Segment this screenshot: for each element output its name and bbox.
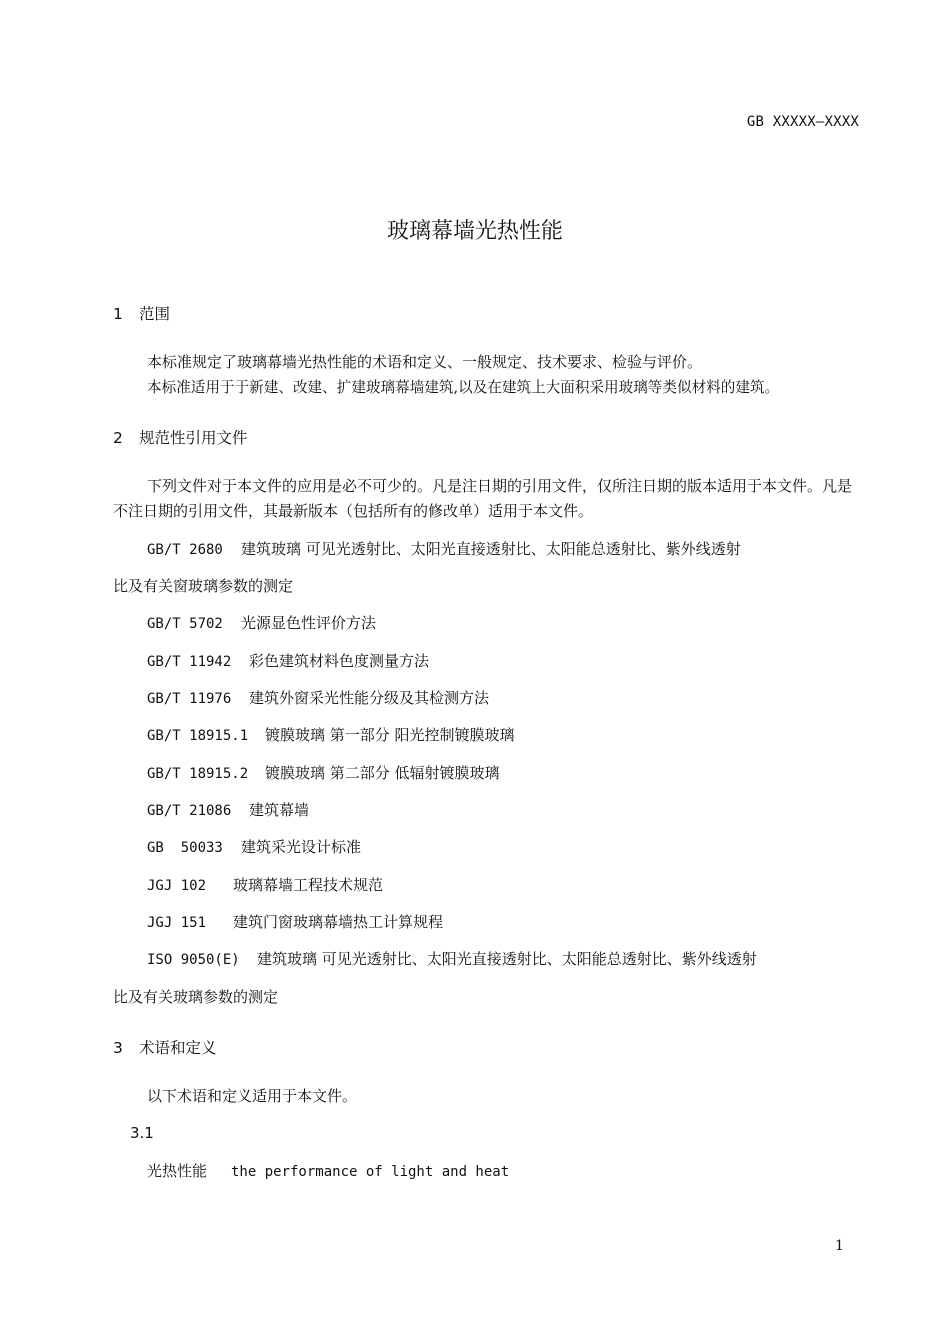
paragraph: 以下术语和定义适用于本文件。 [147, 1087, 358, 1105]
section-number: 3 [113, 1039, 123, 1057]
reference-item [147, 836, 361, 857]
term-chinese: 光热性能 [147, 1162, 208, 1180]
clause-number: 3.1 [130, 1124, 154, 1142]
reference-item [147, 650, 429, 671]
section-title: 规范性引用文件 [139, 429, 248, 447]
reference-code: JGJ 102 [147, 878, 207, 894]
term-english: the performance of light and heat [231, 1164, 510, 1180]
reference-title: 建筑外窗采光性能分级及其检测方法 [249, 689, 490, 707]
reference-title: 建筑玻璃 可见光透射比、太阳光直接透射比、太阳能总透射比、紫外线透射 [257, 950, 757, 968]
section-2-heading [113, 426, 248, 448]
paragraph: 本标准适用于于新建、改建、扩建玻璃幕墙建筑,以及在建筑上大面积采用玻璃等类似材料的建筑。 [147, 379, 780, 396]
reference-code: GB/T 18915.2 [147, 766, 249, 782]
reference-title: 建筑玻璃 可见光透射比、太阳光直接透射比、太阳能总透射比、紫外线透射 [241, 540, 741, 558]
reference-code: JGJ 151 [147, 915, 207, 931]
reference-code: GB/T 5702 [147, 616, 223, 632]
reference-item [147, 874, 383, 895]
reference-item [147, 948, 757, 969]
section-2-intro: 下列文件对于本文件的应用是必不可少的。凡是注日期的引用文件，仅所注日期的版本适用于本文件。凡是不注日期的引用文件，其最新版本（包括所有的修改单）适用于本文件。 [113, 477, 853, 520]
section-number: 1 [113, 305, 123, 323]
section-title: 范围 [139, 305, 171, 323]
paragraph: 本标准规定了玻璃幕墙光热性能的术语和定义、一般规定、技术要求、检验与评价。 [147, 353, 703, 371]
reference-title: 镀膜玻璃 第二部分 低辐射镀膜玻璃 [265, 764, 500, 782]
section-3-heading [113, 1036, 217, 1058]
reference-title: 玻璃幕墙工程技术规范 [233, 876, 384, 894]
reference-continuation: 比及有关窗玻璃参数的测定 [113, 577, 294, 595]
reference-title: 彩色建筑材料色度测量方法 [249, 652, 430, 670]
reference-code: GB/T 11976 [147, 691, 232, 707]
reference-item [147, 612, 376, 633]
section-title: 术语和定义 [139, 1039, 217, 1057]
term-entry [147, 1160, 509, 1181]
reference-title: 建筑幕墙 [249, 801, 310, 819]
reference-code: GB/T 11942 [147, 654, 232, 670]
reference-code: GB/T 2680 [147, 542, 223, 558]
document-title: 玻璃幕墙光热性能 [386, 219, 563, 244]
reference-item [147, 799, 309, 820]
reference-title: 镀膜玻璃 第一部分 阳光控制镀膜玻璃 [265, 726, 515, 744]
reference-item [147, 538, 741, 559]
reference-item [147, 687, 489, 708]
reference-item [147, 762, 500, 783]
reference-code: GB/T 21086 [147, 803, 232, 819]
standard-code: GB XXXXX—XXXX [746, 114, 859, 130]
reference-item [147, 911, 443, 932]
reference-code: GB 50033 [147, 840, 223, 856]
reference-item [147, 724, 515, 745]
reference-title: 光源显色性评价方法 [241, 614, 377, 632]
reference-code: GB/T 18915.1 [147, 728, 249, 744]
page-number: 1 [835, 1238, 844, 1254]
section-number: 2 [113, 429, 123, 447]
reference-code: ISO 9050(E) [147, 952, 240, 968]
reference-title: 建筑门窗玻璃幕墙热工计算规程 [233, 913, 444, 931]
section-1-heading [113, 302, 170, 324]
reference-continuation: 比及有关玻璃参数的测定 [113, 988, 279, 1006]
reference-title: 建筑采光设计标准 [241, 838, 362, 856]
